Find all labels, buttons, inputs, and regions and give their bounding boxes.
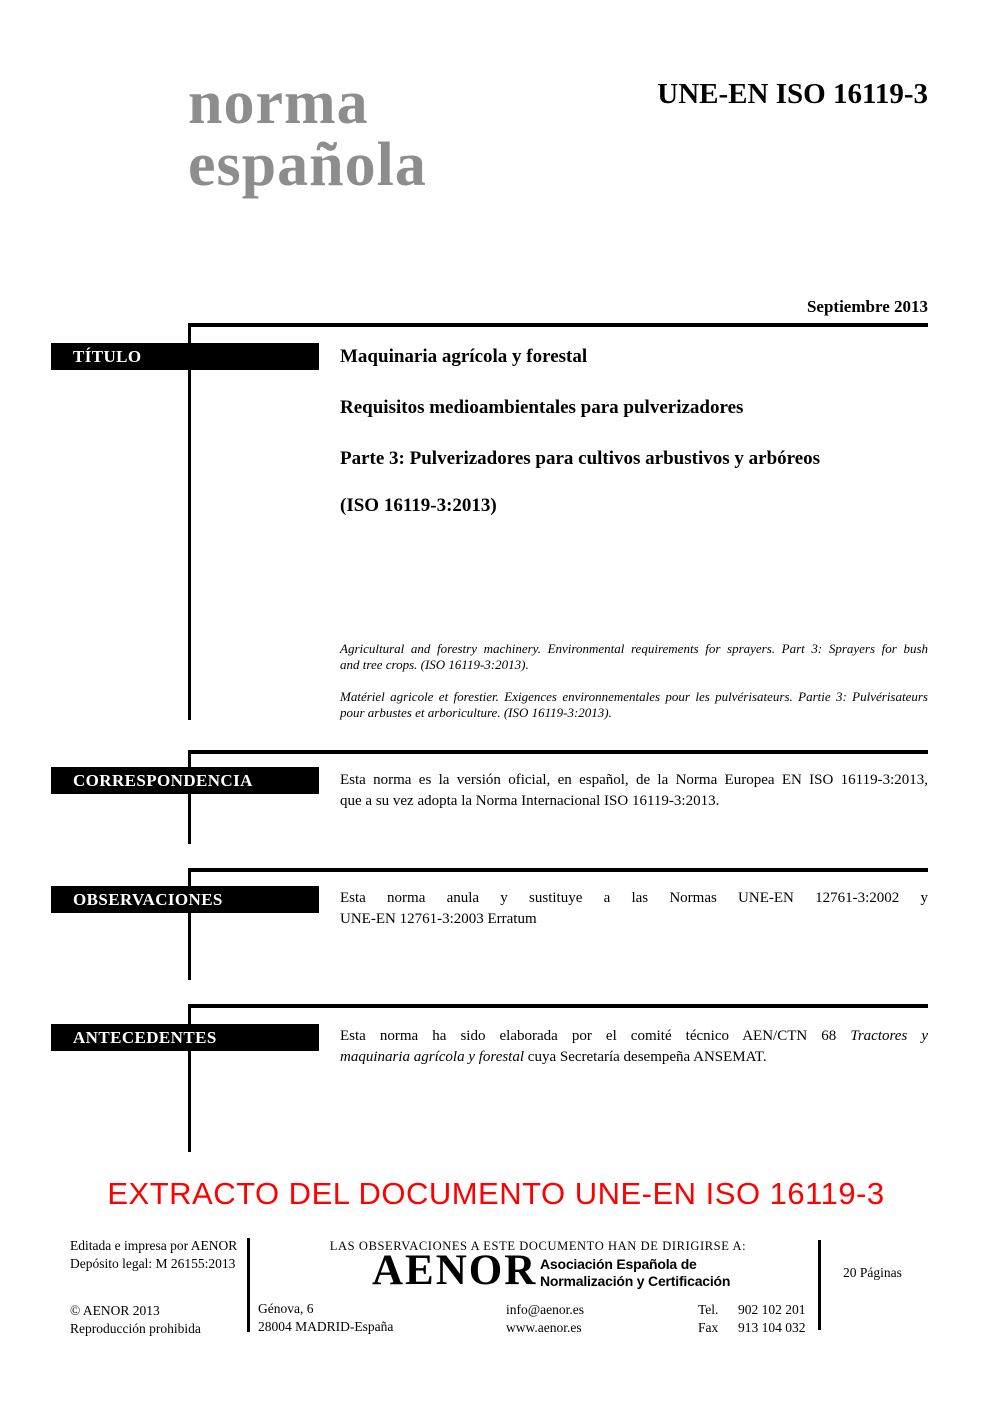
antecedentes-label: ANTECEDENTES bbox=[73, 1027, 217, 1047]
correspondencia-vertical-rule bbox=[188, 750, 191, 844]
footer-website: www.aenor.es bbox=[506, 1319, 582, 1335]
correspondencia-top-rule bbox=[188, 750, 928, 754]
observaciones-top-rule bbox=[188, 868, 928, 872]
observaciones-vertical-rule bbox=[188, 868, 191, 980]
footer-observations-notice: LAS OBSERVACIONES A ESTE DOCUMENTO HAN DE DIRIGIRSE A: bbox=[329, 1239, 747, 1253]
titulo-top-rule bbox=[188, 323, 928, 327]
antecedentes-label-box bbox=[51, 1024, 319, 1051]
footer-right-divider bbox=[818, 1240, 821, 1330]
footer-address-city: 28004 MADRID-España bbox=[258, 1318, 394, 1334]
footer-copyright: © AENOR 2013 bbox=[70, 1303, 160, 1318]
footer-publisher-block bbox=[70, 1237, 237, 1272]
antecedentes-top-rule bbox=[188, 1004, 928, 1008]
observaciones-line-2: UNE-EN 12761-3:2003 Erratum bbox=[340, 910, 537, 927]
footer-address-block bbox=[258, 1300, 393, 1335]
titulo-label-box bbox=[51, 343, 319, 370]
footer-fax-row bbox=[698, 1319, 806, 1337]
antecedentes-line-2 bbox=[340, 1047, 928, 1068]
title-line-2: Requisitos medioambientales para pulverizadores bbox=[340, 397, 744, 418]
french-line-1: Matériel agricole et forestier. Exigences environnementales pour les pulvérisateurs. Partie 3: Pulvérisateurs bbox=[340, 689, 928, 704]
antecedentes-text bbox=[340, 1026, 928, 1067]
document-code: UNE-EN ISO 16119-3 bbox=[657, 78, 928, 110]
english-line-1: Agricultural and forestry machinery. Environmental requirements for sprayers. Part 3: Sprayers for bush bbox=[340, 641, 928, 656]
footer-reproduction-notice: Reproducción prohibida bbox=[70, 1320, 201, 1336]
footer-phone-block bbox=[698, 1301, 806, 1336]
correspondencia-line-2: que a su vez adopta la Norma Internacional ISO 16119-3:2013. bbox=[340, 792, 720, 809]
antecedentes-line-1-normal: Esta norma ha sido elaborada por el comité técnico AEN/CTN 68 bbox=[340, 1028, 837, 1044]
titulo-vertical-rule bbox=[188, 323, 191, 720]
footer-copyright-block bbox=[70, 1302, 201, 1337]
title-line-4: (ISO 16119-3:2013) bbox=[340, 495, 497, 516]
aenor-org-line-2: Normalización y Certificación bbox=[540, 1273, 731, 1289]
brand-line-1: norma bbox=[188, 69, 369, 137]
title-english-translation bbox=[340, 641, 928, 673]
antecedentes-line-2-italic: maquinaria agrícola y forestal bbox=[340, 1048, 525, 1065]
correspondencia-label-box bbox=[51, 767, 319, 794]
footer-page-count: 20 Páginas bbox=[843, 1265, 902, 1280]
footer-tel-row bbox=[698, 1301, 806, 1319]
footer-tel-value: 902 102 201 bbox=[738, 1302, 806, 1317]
french-line-2: pour arbustes et arboriculture. (ISO 16119-3:2013). bbox=[340, 705, 612, 720]
title-line-1: Maquinaria agrícola y forestal bbox=[340, 346, 588, 367]
antecedentes-line-1 bbox=[340, 1026, 928, 1047]
footer-address-street: Génova, 6 bbox=[258, 1301, 314, 1316]
titulo-label: TÍTULO bbox=[73, 346, 142, 366]
publication-date: Septiembre 2013 bbox=[806, 297, 928, 316]
footer-contact-block bbox=[506, 1301, 584, 1336]
brand-line-2: española bbox=[188, 131, 427, 199]
observaciones-line-1: Esta norma anula y sustituye a las Normas UNE-EN 12761-3:2002 y bbox=[340, 890, 928, 906]
footer-fax-value: 913 104 032 bbox=[738, 1319, 806, 1335]
footer-edited-by: Editada e impresa por AENOR bbox=[70, 1238, 238, 1253]
footer-email: info@aenor.es bbox=[506, 1302, 585, 1317]
correspondencia-label: CORRESPONDENCIA bbox=[73, 770, 253, 790]
correspondencia-line-1: Esta norma es la versión oficial, en español, de la Norma Europea EN ISO 16119-3:2013, bbox=[340, 772, 928, 788]
title-line-3: Parte 3: Pulverizadores para cultivos arbustivos y arbóreos bbox=[340, 448, 821, 469]
english-line-2: and tree crops. (ISO 16119-3:2013). bbox=[340, 657, 529, 672]
title-french-translation bbox=[340, 689, 928, 721]
footer-legal-deposit: Depósito legal: M 26155:2013 bbox=[70, 1255, 236, 1271]
norma-espanola-logo bbox=[188, 69, 427, 199]
footer-left-divider bbox=[247, 1238, 250, 1332]
observaciones-text bbox=[340, 888, 928, 929]
antecedentes-line-1-italic: Tractores y bbox=[850, 1028, 928, 1044]
extracto-banner: EXTRACTO DEL DOCUMENTO UNE-EN ISO 16119-3 bbox=[107, 1176, 885, 1211]
observaciones-label: OBSERVACIONES bbox=[73, 889, 223, 909]
correspondencia-text bbox=[340, 770, 928, 811]
observaciones-label-box bbox=[51, 886, 319, 913]
aenor-org-name bbox=[540, 1256, 730, 1290]
footer-fax-label: Fax bbox=[698, 1319, 719, 1335]
aenor-org-line-1: Asociación Española de bbox=[540, 1256, 697, 1272]
footer-tel-label: Tel. bbox=[698, 1302, 719, 1317]
antecedentes-line-2-normal: cuya Secretaría desempeña ANSEMAT. bbox=[527, 1048, 767, 1065]
aenor-logo: AENOR bbox=[372, 1247, 538, 1294]
